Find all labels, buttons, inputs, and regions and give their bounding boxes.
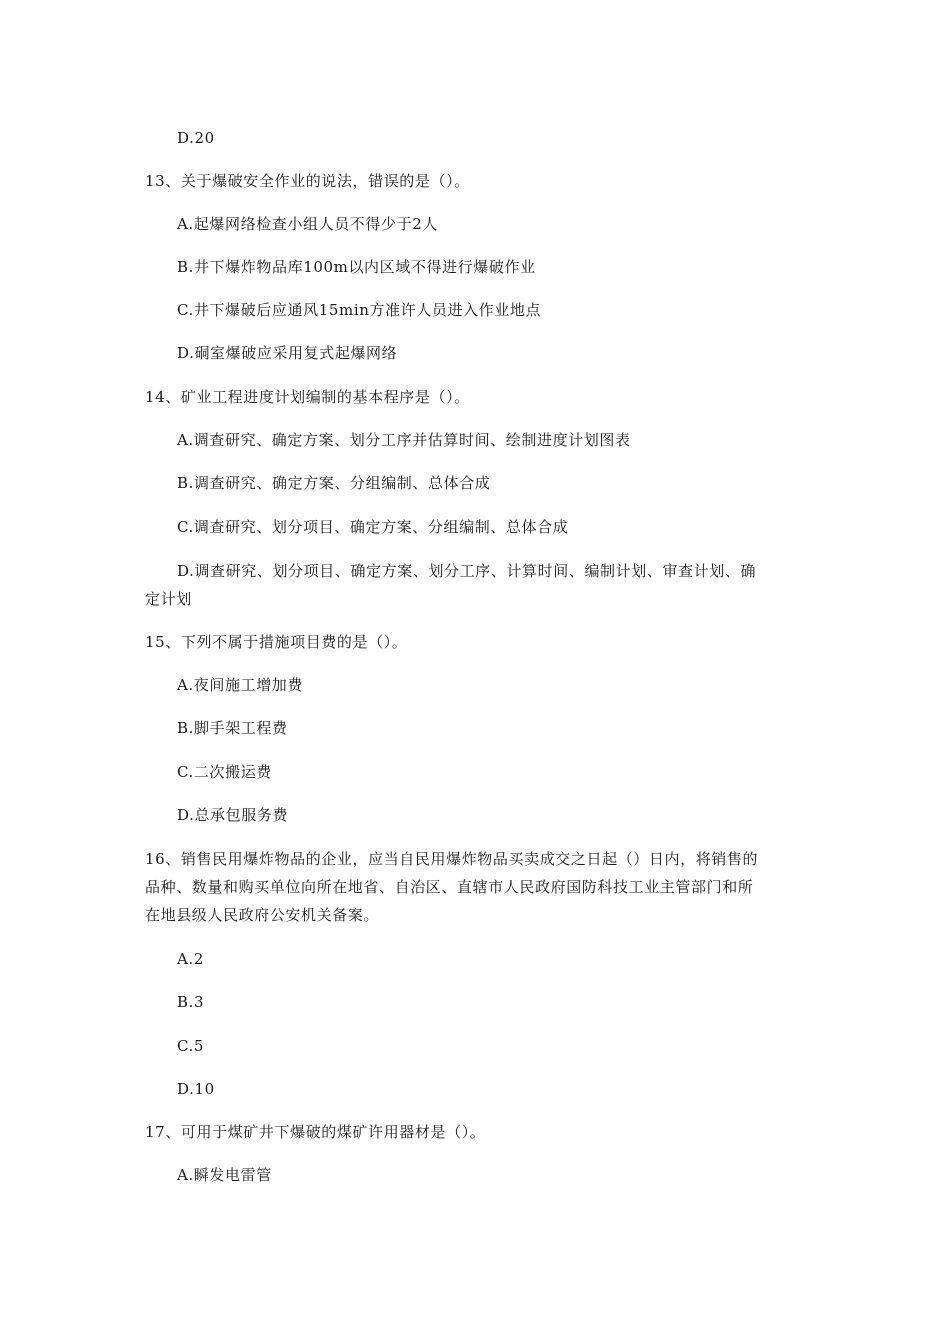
q17-option-a: A.瞬发电雷管 (177, 1166, 272, 1184)
q15-option-a: A.夜间施工增加费 (177, 676, 304, 694)
q16-option-c: C.5 (177, 1037, 205, 1055)
q15-option-b: B.脚手架工程费 (177, 719, 288, 737)
q14-option-d: D.调查研究、划分项目、确定方案、划分工序、计算时间、编制计划、审查计划、确 (177, 562, 757, 580)
q16-question: 16、销售民用爆炸物品的企业，应当自民用爆炸物品买卖成交之日起（）日内，将销售的 (145, 850, 759, 868)
q13-option-d: D.硐室爆破应采用复式起爆网络 (177, 344, 398, 362)
q16-option-a: A.2 (177, 950, 204, 968)
q13-option-b: B.井下爆炸物品库100m以内区域不得进行爆破作业 (177, 258, 536, 276)
q16-option-d: D.10 (177, 1080, 215, 1098)
q14-option-b: B.调查研究、确定方案、分组编制、总体合成 (177, 474, 491, 492)
q15-option-c: C.二次搬运费 (177, 763, 272, 781)
q13-question: 13、关于爆破安全作业的说法，错误的是（）。 (145, 172, 470, 190)
q14-option-a: A.调查研究、确定方案、划分工序并估算时间、绘制进度计划图表 (177, 431, 631, 449)
q17-question: 17、可用于煤矿井下爆破的煤矿许用器材是（）。 (145, 1123, 486, 1141)
q14-question: 14、矿业工程进度计划编制的基本程序是（）。 (145, 388, 470, 406)
q13-option-a: A.起爆网络检查小组人员不得少于2人 (177, 215, 438, 233)
q14-option-c: C.调查研究、划分项目、确定方案、分组编制、总体合成 (177, 518, 569, 536)
q14-option-d-continued: 定计划 (145, 590, 192, 608)
q16-question-line-3: 在地县级人民政府公安机关备案。 (145, 906, 380, 924)
q16-option-b: B.3 (177, 993, 205, 1011)
q15-option-d: D.总承包服务费 (177, 806, 289, 824)
q13-option-c: C.井下爆破后应通风15min方准许人员进入作业地点 (177, 301, 542, 319)
q12-option-d: D.20 (177, 129, 215, 147)
q15-question: 15、下列不属于措施项目费的是（）。 (145, 633, 408, 651)
q16-question-line-2: 品种、数量和购买单位向所在地省、自治区、直辖市人民政府国防科技工业主管部门和所 (145, 878, 754, 896)
